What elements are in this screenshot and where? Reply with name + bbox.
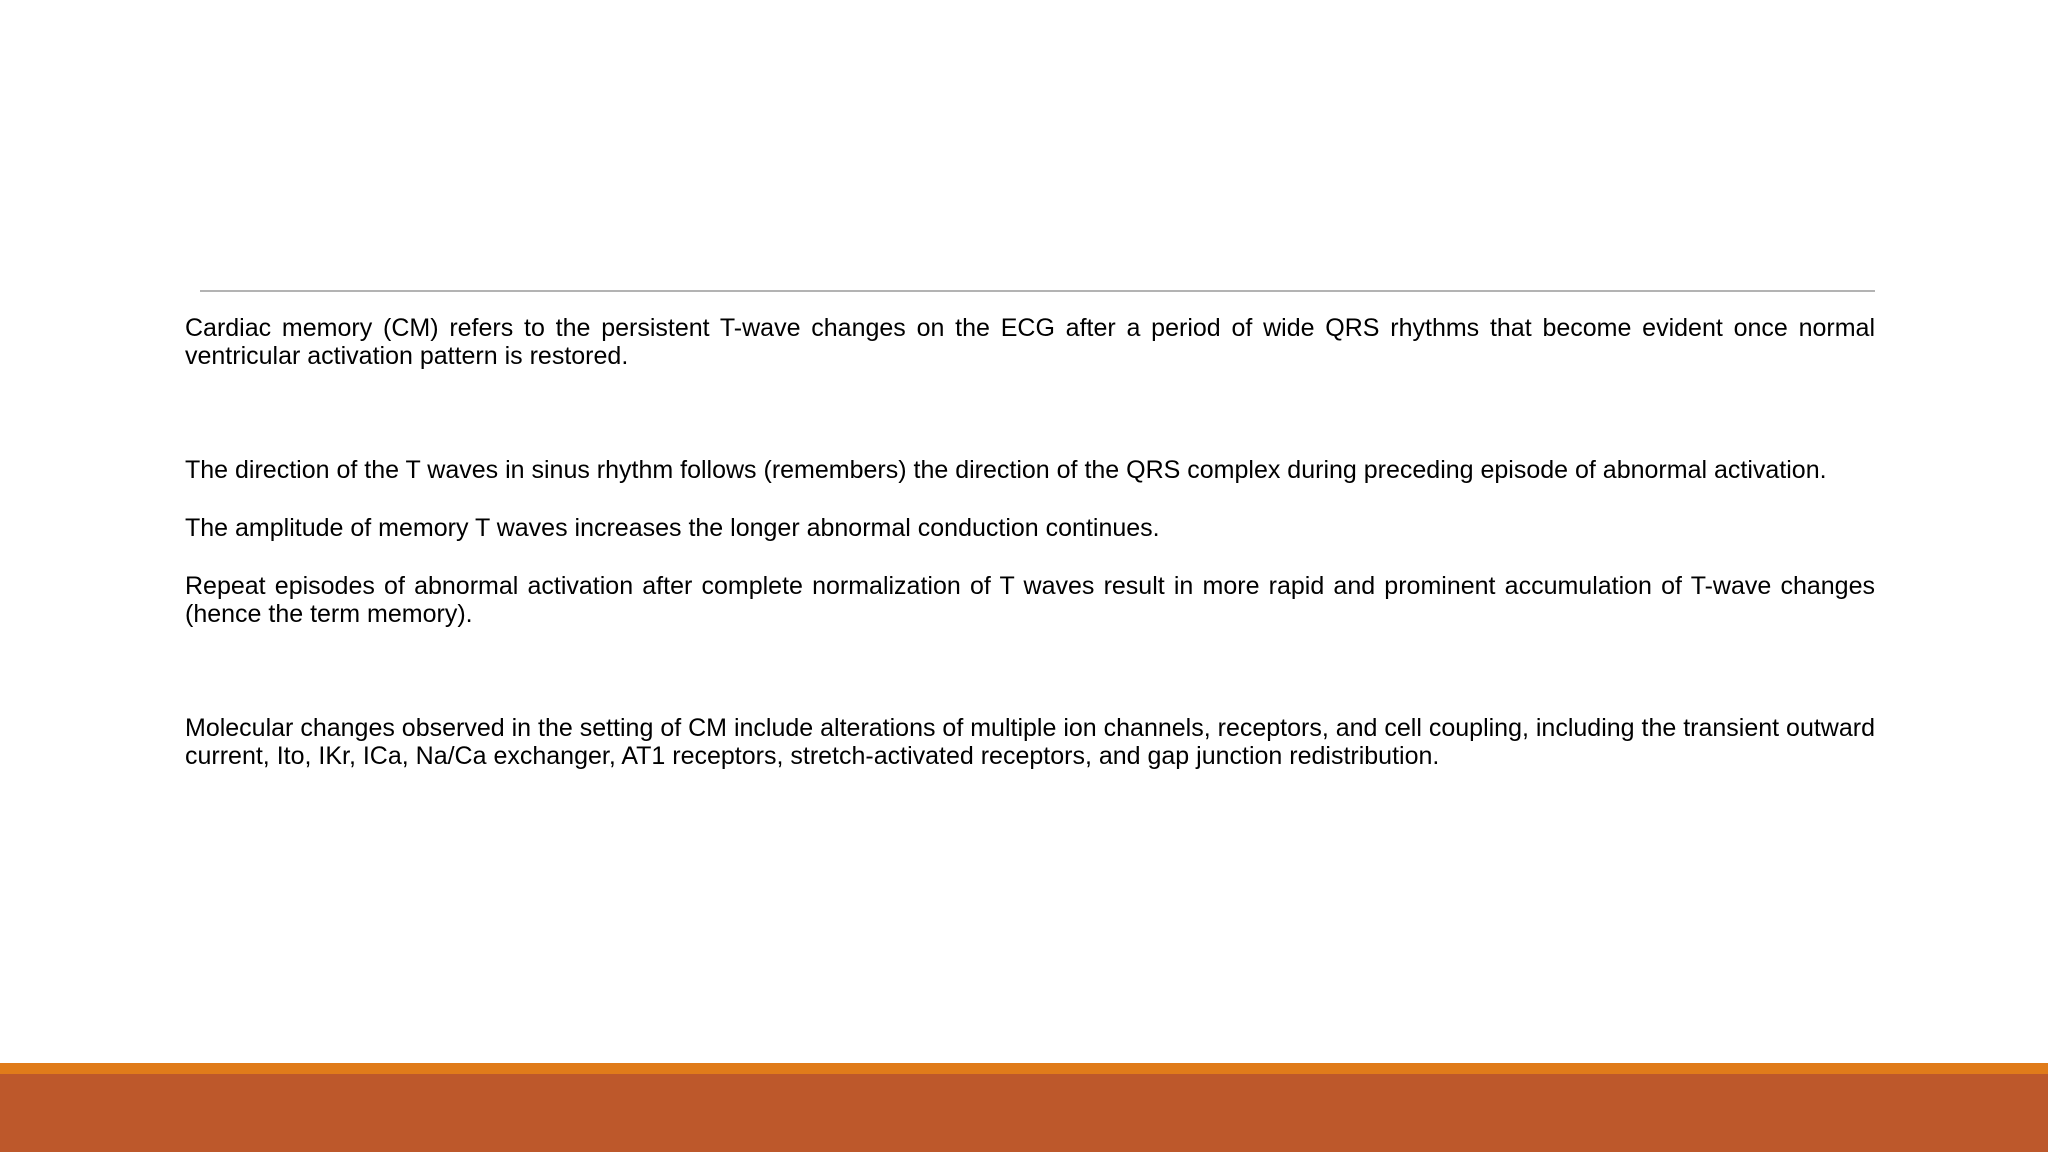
slide-body — [185, 314, 1875, 770]
spacer — [185, 542, 1875, 572]
title-divider — [200, 290, 1875, 292]
paragraph-definition: Cardiac memory (CM) refers to the persistent T-wave changes on the ECG after a period of wide QRS rhythms that become evident once normal ventricular activation pattern is restored. — [185, 314, 1875, 370]
spacer — [185, 370, 1875, 456]
paragraph-direction: The direction of the T waves in sinus rhythm follows (remembers) the direction of the QRS complex during preceding episode of abnormal activation. — [185, 456, 1827, 484]
spacer — [185, 484, 1875, 514]
paragraph-repeat-episodes: Repeat episodes of abnormal activation after complete normalization of T waves result in more rapid and prominent accumulation of T-wave changes (hence the term memory). — [185, 572, 1875, 628]
paragraph-molecular-changes: Molecular changes observed in the setting of CM include alterations of multiple ion channels, receptors, and cell coupling, including the transient outward current, Ito, IKr, ICa, Na/Ca exchanger, AT1 receptors, stretch-activated receptors, and gap junction redistribution. — [185, 714, 1875, 770]
footer-accent-stripe — [0, 1063, 2048, 1074]
spacer — [185, 628, 1875, 714]
footer-bar — [0, 1074, 2048, 1152]
paragraph-amplitude: The amplitude of memory T waves increases the longer abnormal conduction continues. — [185, 514, 1160, 542]
